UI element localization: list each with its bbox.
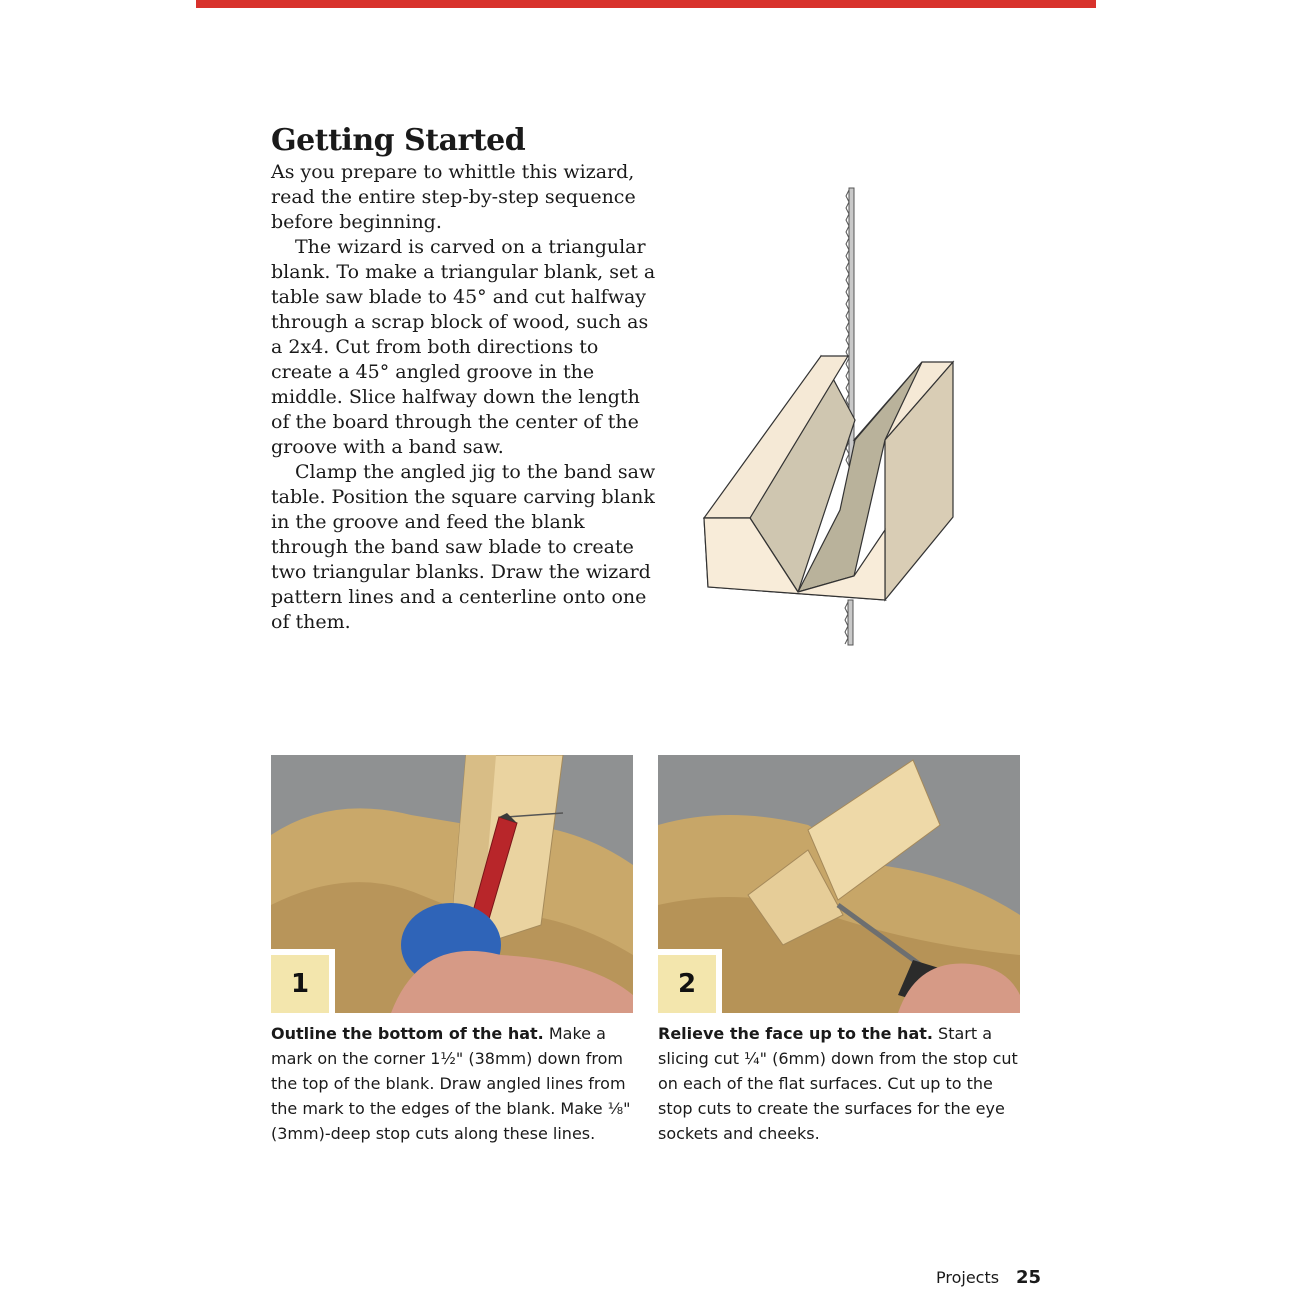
section-body — [271, 160, 661, 635]
step-2-title: Relieve the face up to the hat. — [658, 1024, 933, 1043]
step-2-badge: 2 — [658, 949, 722, 1013]
footer-section-label: Projects — [936, 1268, 1000, 1287]
band-saw-blade-lower — [845, 600, 853, 645]
step-1-caption — [271, 1021, 636, 1146]
step-1-text: Make a mark on the corner 1½" (38mm) down from the top of the blank. Draw angled lines from the mark to the edges of the blank. Make ⅛" (3mm)-deep stop cuts along these lines. — [271, 1024, 631, 1143]
page-number: 25 — [1016, 1267, 1042, 1288]
body-paragraph-1: As you prepare to whittle this wizard, read the entire step-by-step sequence before beginning. — [271, 161, 636, 233]
step-2-text: Start a slicing cut ¼" (6mm) down from the stop cut on each of the flat surfaces. Cut up to the stop cuts to create the surfaces for the eye sockets and cheeks. — [658, 1024, 1018, 1143]
angled-jig-illustration — [690, 180, 970, 650]
step-1-title: Outline the bottom of the hat. — [271, 1024, 544, 1043]
top-accent-bar — [196, 0, 1096, 8]
section-heading: Getting Started — [271, 123, 526, 158]
step-2-caption — [658, 1021, 1023, 1146]
body-paragraph-2: The wizard is carved on a triangular blank. To make a triangular blank, set a table saw blade to 45° and cut halfway through a scrap block of wood, such as a 2x4. Cut from both directions to create a 45° angled groove in the middle. Slice halfway down the length of the board through the center of the groove with a band saw. — [271, 236, 656, 458]
step-2-photo — [658, 755, 1020, 1013]
step-1-photo — [271, 755, 633, 1013]
step-1-badge: 1 — [271, 949, 335, 1013]
body-paragraph-3: Clamp the angled jig to the band saw table. Position the square carving blank in the groove and feed the blank through the band saw blade to create two triangular blanks. Draw the wizard pattern lines and a centerline onto one of them. — [271, 461, 656, 633]
